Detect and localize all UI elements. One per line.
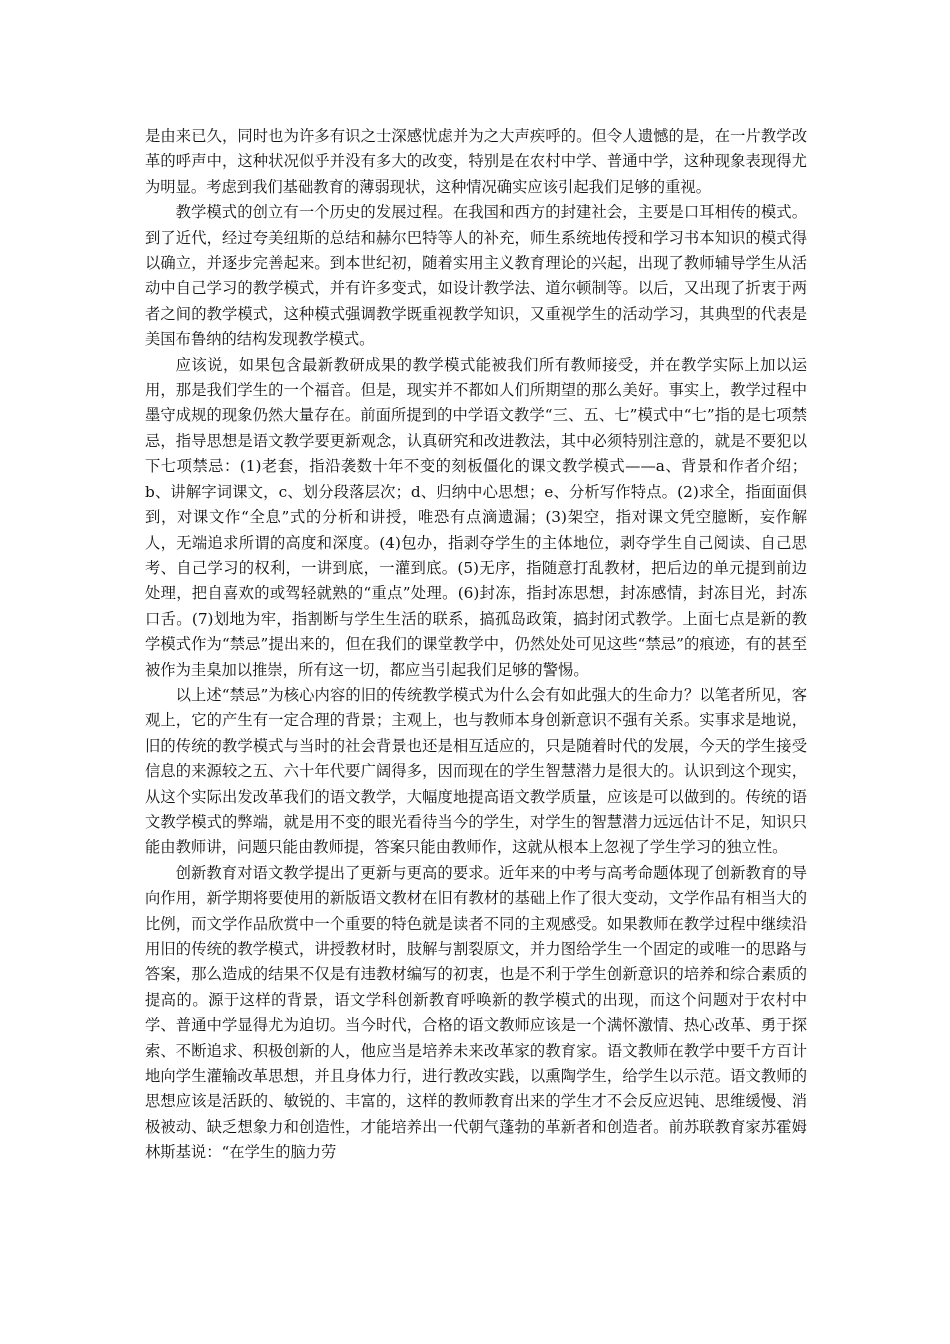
paragraph-seven-taboos: 应该说，如果包含最新教研成果的教学模式能被我们所有教师接受，并在教学实际上加以运用，那是我们学生的一个福音。但是，现实并不都如人们所期望的那么美好。事实上，教学过程中墨守成规的现象仍然大量存在。前面所提到的中学语文教学“三、五、七”模式中“七”指的是七项禁忌，指导思想是语文教学要更新观念，认真研究和改进教法，其中必须特别注意的，就是不要犯以下七项禁忌：(1)老套，指沿袭数十年不变的刻板僵化的课文教学模式——a、背景和作者介绍；b、讲解字词课文，c、划分段落层次；d、归纳中心思想；e、分析写作特点。(2)求全，指面面俱到，对课文作“全息”式的分析和讲授，唯恐有点滴遗漏；(3)架空，指对课文凭空臆断，妄作解人，无端追求所谓的高度和深度。(4)包办，指剥夺学生的主体地位，剥夺学生自己阅读、自己思考、自己学习的权利，一讲到底，一灌到底。(5)无序，指随意打乱教材，把后边的单元提到前边处理，把自喜欢的或驾轻就熟的“重点”处理。(6)封冻，指封冻思想，封冻感情，封冻目光，封冻口舌。(7)划地为牢，指割断与学生生活的联系，搞孤岛政策，搞封闭式教学。上面七点是新的教学模式作为“禁忌”提出来的，但在我们的课堂教学中，仍然处处可见这些“禁忌”的痕迹，有的甚至被作为圭臬加以推崇，所有这一切，都应当引起我们足够的警惕。 — [145, 355, 807, 679]
paragraph-continuation: 是由来已久，同时也为许多有识之士深感忧虑并为之大声疾呼的。但令人遗憾的是，在一片教学改革的呼声中，这种状况似乎并没有多大的改变，特别是在农村中学、普通中学，这种现象表现得尤为明显。考虑到我们基础教育的薄弱现状，这种情况确实应该引起我们足够的重视。 — [145, 127, 807, 196]
paragraph-traditional-model-reasons: 以上述“禁忌”为核心内容的旧的传统教学模式为什么会有如此强大的生命力？以笔者所见，客观上，它的产生有一定合理的背景；主观上，也与教师本身创新意识不强有关系。实事求是地说，旧的传统的教学模式与当时的社会背景也还是相互适应的，只是随着时代的发展，今天的学生接受信息的来源较之五、六十年代要广阔得多，因而现在的学生智慧潜力是很大的。认识到这个现实，从这个实际出发改革我们的语文教学，大幅度地提高语文教学质量，应该是可以做到的。传统的语文教学模式的弊端，就是用不变的眼光看待当今的学生，对学生的智慧潜力远远估计不足，知识只能由教师讲，问题只能由教师提，答案只能由教师作，这就从根本上忽视了学生学习的独立性。 — [145, 685, 807, 857]
paragraph-teaching-model-history: 教学模式的创立有一个历史的发展过程。在我国和西方的封建社会，主要是口耳相传的模式。到了近代，经过夸美纽斯的总结和赫尔巴特等人的补充，师生系统地传授和学习书本知识的模式得以确立，并逐步完善起来。到本世纪初，随着实用主义教育理论的兴起，出现了教师辅导学生从活动中自己学习的教学模式，并有许多变式，如设计教学法、道尔顿制等。以后，又出现了折衷于两者之间的教学模式，这种模式强调教学既重视教学知识，又重视学生的活动学习，其典型的代表是美国布鲁纳的结构发现教学模式。 — [145, 203, 807, 349]
document-body — [145, 124, 807, 1166]
paragraph-innovation-education: 创新教育对语文教学提出了更新与更高的要求。近年来的中考与高考命题体现了创新教育的导向作用，新学期将要使用的新版语文教材在旧有教材的基础上作了很大变动，文学作品有相当大的比例，而文学作品欣赏中一个重要的特色就是读者不同的主观感受。如果教师在教学过程中继续沿用旧的传统的教学模式，讲授教材时，肢解与割裂原文，并力图给学生一个固定的或唯一的思路与答案，那么造成的结果不仅是有违教材编写的初衷，也是不利于学生创新意识的培养和综合素质的提高的。源于这样的背景，语文学科创新教育呼唤新的教学模式的出现，而这个问题对于农村中学、普通中学显得尤为迫切。当今时代，合格的语文教师应该是一个满怀激情、热心改革、勇于探索、不断追求、积极创新的人，他应当是培养未来改革家的教育家。语文教师在教学中要千方百计地向学生灌输改革思想，并且身体力行，进行教改实践，以熏陶学生，给学生以示范。语文教师的思想应该是活跃的、敏锐的、丰富的，这样的教师教育出来的学生才不会反应迟钝、思维缓慢、消极被动、缺乏想象力和创造性，才能培养出一代朝气蓬勃的革新者和创造者。前苏联教育家苏霍姆林斯基说：“在学生的脑力劳 — [145, 863, 807, 1162]
